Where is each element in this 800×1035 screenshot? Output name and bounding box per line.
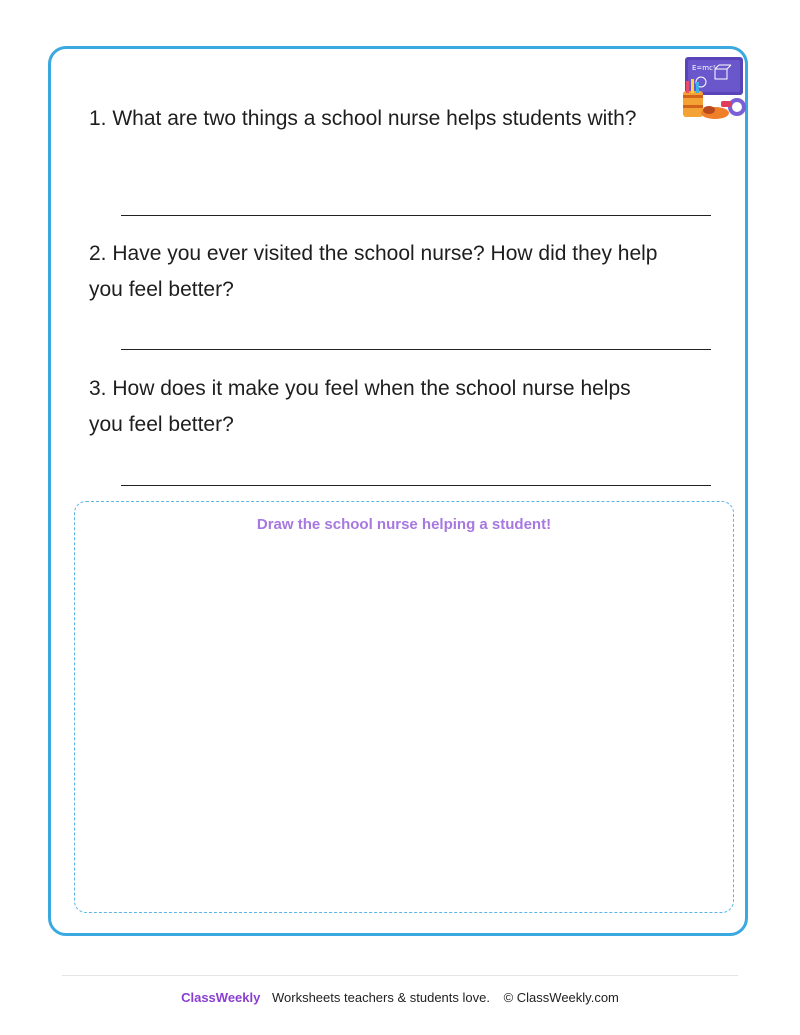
question-1-text: 1. What are two things a school nurse helps students with?: [89, 107, 637, 130]
question-2-text-line-2: you feel better?: [89, 278, 234, 301]
question-3: [89, 371, 689, 443]
school-supplies-clipart-icon: [679, 55, 751, 125]
question-2: [89, 236, 689, 308]
footer-brand: ClassWeekly: [181, 990, 261, 1005]
question-3-text-line-1: 3. How does it make you feel when the school nurse helps: [89, 377, 631, 400]
drawing-area[interactable]: [74, 501, 734, 913]
board-text: E=mc²: [692, 64, 716, 72]
answer-line-2[interactable]: [121, 349, 711, 350]
footer-tagline: Worksheets teachers & students love.: [271, 990, 490, 1005]
footer-copyright: © ClassWeekly.com: [503, 990, 619, 1005]
answer-line-3[interactable]: [121, 485, 711, 486]
answer-line-1[interactable]: [121, 215, 711, 216]
drawing-prompt: Draw the school nurse helping a student!: [256, 516, 552, 533]
footer-divider: [62, 975, 738, 976]
footer: [0, 990, 800, 1005]
question-3-text-line-2: you feel better?: [89, 413, 234, 436]
question-2-text-line-1: 2. Have you ever visited the school nurse? How did they help: [89, 242, 658, 265]
worksheet-frame: [48, 46, 748, 936]
question-1: [89, 101, 689, 137]
